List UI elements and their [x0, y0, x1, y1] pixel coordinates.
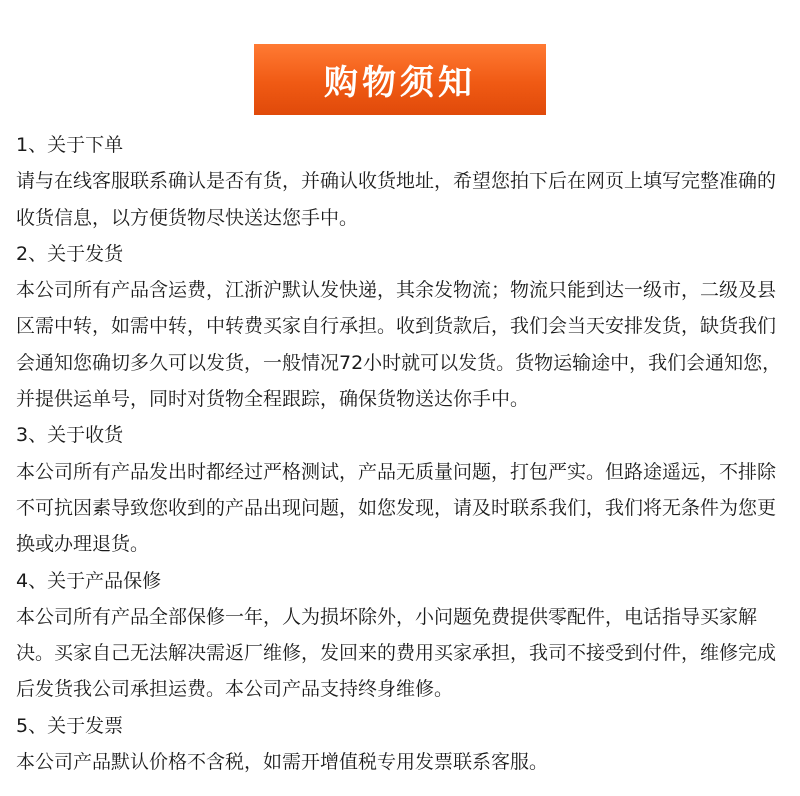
section-warranty: [16, 563, 782, 708]
section-heading: 4、关于产品保修: [16, 569, 162, 592]
section-heading: 1、关于下单: [16, 134, 124, 156]
section-text: 本公司所有产品含运费，江浙沪默认发快递，其余发物流；物流只能到达一级市，二级及县区需中转，如需中转，中转费买家自行承担。收到货款后，我们会当天安排发货，缺货我们会通知您确切多久可以发货，一般情况72小时就可以发货。货物运输途中，我们会通知您，并提供运单号，同时对货物全程跟踪，确保货物送达你手中。: [16, 279, 782, 411]
section-heading: 2、关于发货: [16, 242, 124, 265]
notice-content: [16, 127, 782, 780]
section-ordering: [16, 127, 782, 236]
section-text: 请与在线客服联系确认是否有货，并确认收货地址，希望您拍下后在网页上填写完整准确的收货信息，以方便货物尽快送达您手中。: [16, 170, 777, 229]
section-heading: 3、关于收货: [16, 424, 124, 447]
section-heading: 5、关于发票: [16, 714, 124, 737]
banner-container: [0, 44, 800, 115]
section-invoice: [16, 708, 782, 781]
section-text: 本公司产品默认价格不含税，如需开增值税专用发票联系客服。: [16, 751, 549, 774]
section-text: 本公司所有产品发出时都经过严格测试，产品无质量问题，打包严实。但路途遥远，不排除不可抗因素导致您收到的产品出现问题，如您发现，请及时联系我们，我们将无条件为您更换或办理退货。: [16, 460, 777, 556]
page-title: 购物须知: [324, 63, 476, 103]
section-shipping: [16, 236, 782, 417]
section-receiving: [16, 417, 782, 562]
page-title-banner: [254, 44, 546, 115]
section-text: 本公司所有产品全部保修一年，人为损坏除外，小问题免费提供零配件，电话指导买家解决。买家自己无法解决需返厂维修，发回来的费用买家承担，我司不接受到付件，维修完成后发货我公司承担运费。本公司产品支持终身维修。: [16, 605, 777, 701]
